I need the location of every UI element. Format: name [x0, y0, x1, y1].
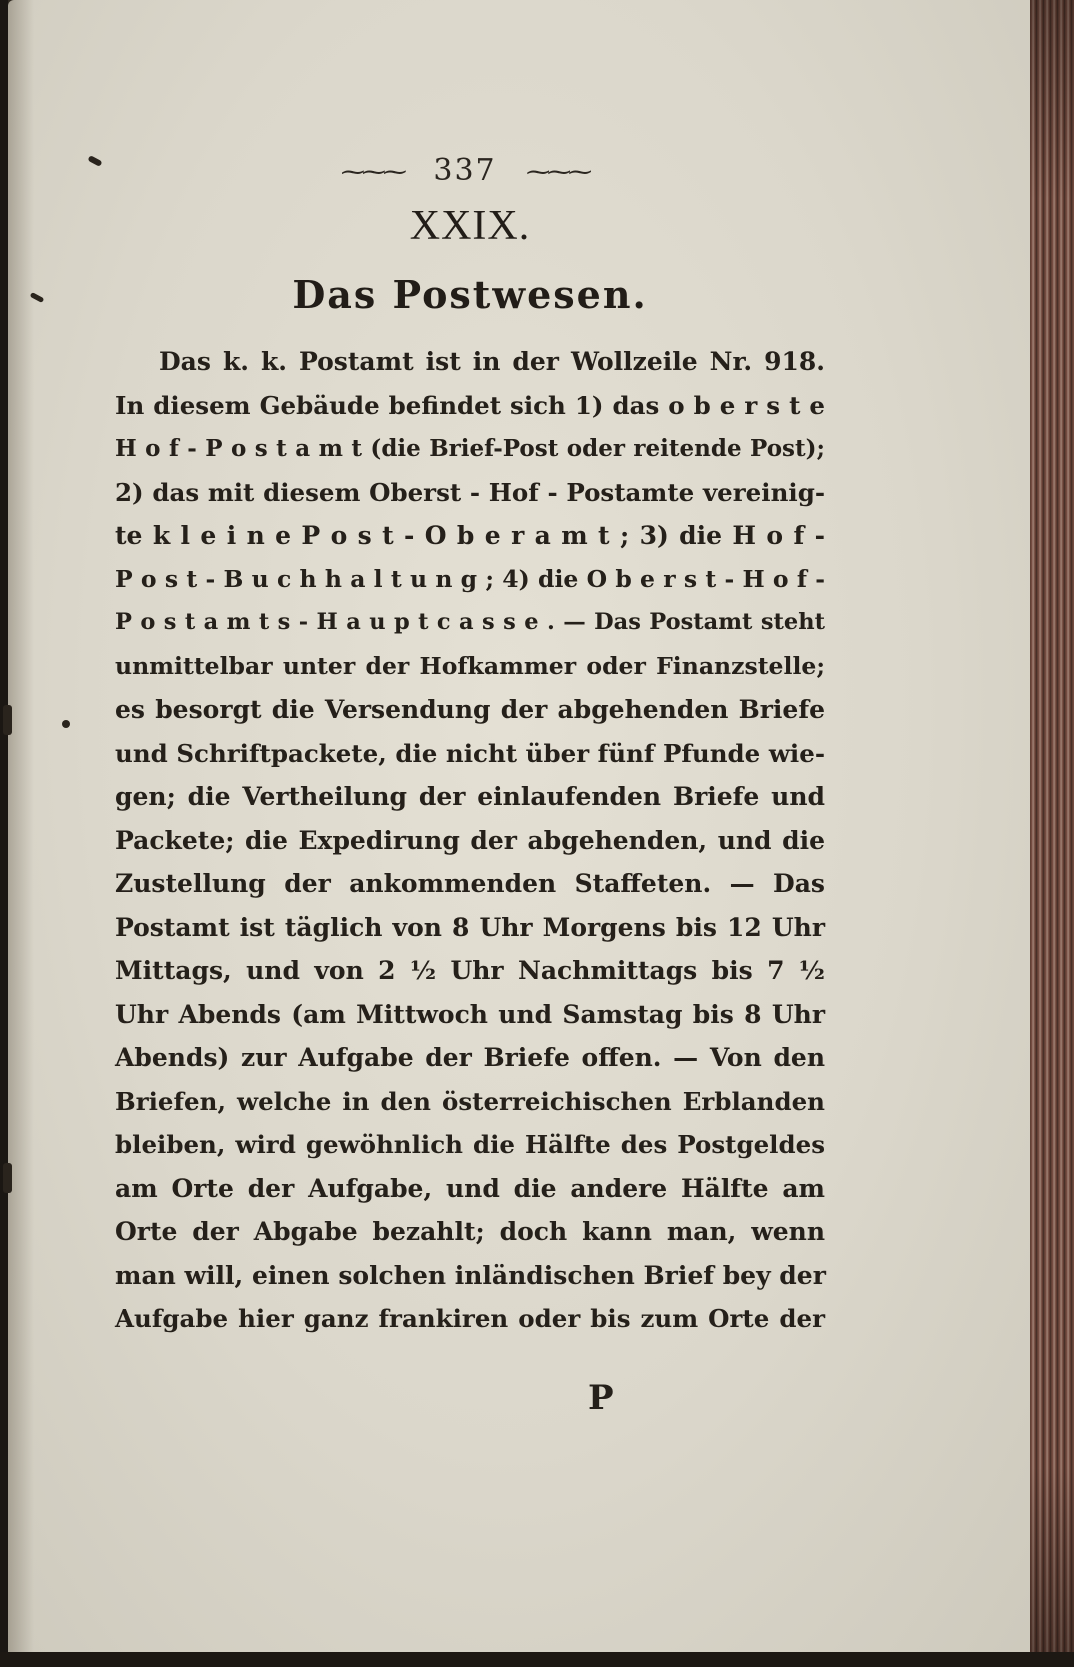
text-line: te k l e i n e P o s t - O b e r a m t ; 3) die H o f -	[115, 521, 825, 550]
text-line: es besorgt die Versendung der abgehenden Briefe	[115, 695, 825, 724]
text-line: Aufgabe hier ganz frankiren oder bis zum Orte der	[115, 1304, 825, 1333]
body-text	[115, 340, 825, 1341]
binding-mark	[62, 720, 70, 728]
gutter-shadow	[8, 0, 34, 1667]
text-line: unmittelbar unter der Hofkammer oder Finanzstelle;	[115, 651, 825, 680]
text-line: man will, einen solchen inländischen Brief bey der	[115, 1260, 826, 1290]
text-line: und Schriftpackete, die nicht über fünf Pfunde wie-	[115, 738, 825, 768]
text-line: gen; die Vertheilung der einlaufenden Briefe und	[115, 782, 825, 811]
text-line: Mittags, und von 2 ½ Uhr Nachmittags bis 7 ½	[115, 956, 825, 985]
running-header	[330, 153, 600, 188]
catchword: P	[588, 1378, 614, 1418]
chapter-title: Das Postwesen.	[292, 272, 648, 317]
text-line: Abends) zur Aufgabe der Briefe offen. — Von den	[115, 1043, 825, 1072]
text-line: am Orte der Aufgabe, und die andere Hälfte am	[115, 1173, 825, 1203]
header-ornament-right: ⁓⁓⁓	[526, 158, 590, 186]
page-block-edge-shade	[1030, 0, 1074, 1667]
text-line: Uhr Abends (am Mittwoch und Samstag bis 8 Uhr	[115, 999, 825, 1029]
header-ornament-left: ⁓⁓⁓	[340, 158, 404, 186]
page-number: 337	[433, 153, 497, 188]
text-line: Das k. k. Postamt ist in der Wollzeile Nr. 918.	[159, 347, 825, 376]
text-line: In diesem Gebäude befindet sich 1) das o b e r s t e	[115, 390, 825, 420]
text-line: Postamt ist täglich von 8 Uhr Morgens bis 12 Uhr	[115, 912, 825, 942]
text-line: Zustellung der ankommenden Staffeten. — Das	[115, 869, 825, 898]
binding-mark	[3, 1163, 12, 1193]
chapter-numeral: XXIX.	[409, 203, 531, 249]
bottom-edge	[0, 1652, 1074, 1667]
text-line: P o s t - B u c h h a l t u n g ; 4) die O b e r s t - H o f -	[115, 564, 825, 593]
text-line: Packete; die Expedirung der abgehenden, und die	[115, 825, 825, 855]
text-line: P o s t a m t s - H a u p t c a s s e . — Das Postamt steht	[115, 609, 825, 635]
binding-mark	[3, 705, 12, 735]
text-line: H o f - P o s t a m t (die Brief-Post oder reitende Post);	[115, 435, 825, 462]
text-line: Briefen, welche in den österreichischen Erblanden	[115, 1086, 825, 1116]
text-line: bleiben, wird gewöhnlich die Hälfte des Postgeldes	[115, 1130, 825, 1159]
text-line: 2) das mit diesem Oberst - Hof - Postamte vereinig-	[115, 477, 825, 507]
text-line: Orte der Abgabe bezahlt; doch kann man, wenn	[115, 1217, 825, 1246]
